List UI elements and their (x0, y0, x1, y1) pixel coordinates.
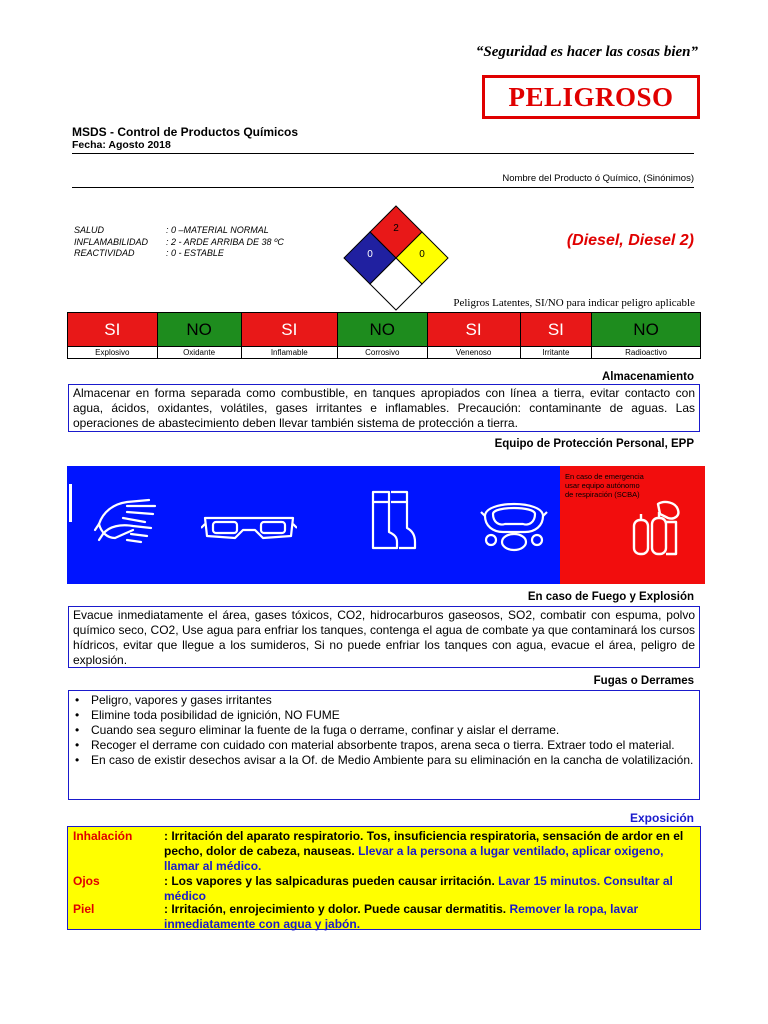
latent-value: SI (520, 313, 592, 347)
exposure-description (164, 874, 694, 904)
face-mask-icon (479, 492, 549, 554)
motto: “Seguridad es hacer las cosas bien” (475, 44, 698, 60)
exposure-text: : Los vapores y las salpicaduras pueden causar irritación. (164, 874, 495, 888)
spills-box (68, 690, 700, 800)
fire-title: En caso de Fuego y Explosión (527, 591, 694, 603)
scba-note: En caso de emergencia usar equipo autónomo de respiración (SCBA) (565, 472, 644, 499)
hazard-key: REACTIVIDAD (74, 248, 135, 258)
danger-badge (482, 75, 700, 119)
document-title: MSDS - Control de Productos Químicos (72, 125, 299, 139)
scba-icon (630, 498, 686, 560)
list-item: • Elimine toda posibilidad de ignición, NO FUME (73, 708, 695, 723)
divider (72, 153, 694, 154)
latent-value: NO (592, 313, 701, 347)
nfpa-reactivity-value: 0 (419, 249, 425, 260)
latent-value: SI (68, 313, 158, 347)
boots-icon (367, 488, 417, 554)
hazard-value: : 2 - ARDE ARRIBA DE 38 ºC (166, 237, 284, 247)
latent-hazards-table (67, 312, 701, 359)
exposure-description (164, 829, 694, 874)
latent-value: NO (337, 313, 427, 347)
hazard-key: INFLAMABILIDAD (74, 237, 149, 247)
danger-label: PELIGROSO (508, 81, 674, 112)
list-item: • Recoger el derrame con cuidado con material absorbente trapos, arena seca o tierra. Extraer todo el material. (73, 738, 695, 753)
exposure-label: Inhalación (73, 829, 133, 843)
list-item: • Cuando sea seguro eliminar la fuente de la fuga o derrame, confinar y aislar el derrame. (73, 723, 695, 738)
latent-hazards-label: Peligros Latentes, SI/NO para indicar peligro aplicable (453, 297, 695, 309)
hazard-health (74, 225, 269, 235)
hazard-reactivity (74, 248, 224, 258)
list-item: • Peligro, vapores y gases irritantes (73, 693, 695, 708)
latent-label: Irritante (520, 347, 592, 359)
latent-values-row (68, 313, 701, 347)
exposure-box (67, 826, 701, 930)
epp-panel (67, 466, 705, 584)
exposure-title: Exposición (629, 811, 694, 825)
fire-text: Evacue inmediatamente el área, gases tóxicos, CO2, hidrocarburos gaseosos, SO2, combatir con espuma, polvo químico seco, CO2, Use agua para enfriar los tanques, contenga el agua de combate ya que contaminará los cursos hídricos, evitar que llegue a los sumideros, Si no puede enfriar los tanques con agua, evacue el área, peligro de explosión. (68, 606, 700, 668)
product-name: (Diesel, Diesel 2) (566, 232, 694, 249)
latent-value: SI (241, 313, 337, 347)
nfpa-fire-value: 2 (393, 223, 399, 234)
exposure-action: Remover la ropa, lavar inmediatamente con agua y jabón. (164, 902, 639, 931)
exposure-text: : Irritación del aparato respiratorio. Tos, insuficiencia respiratoria, sensación de ardor en el pecho, dolor de cabeza, nauseas. (164, 829, 684, 858)
epp-icons-area (67, 466, 560, 584)
latent-label: Corrosivo (337, 347, 427, 359)
latent-label: Venenoso (427, 347, 520, 359)
divider (72, 187, 694, 188)
storage-text: Almacenar en forma separada como combustible, en tanques apropiados con línea a tierra, evitar contacto con agua, ácidos, oxidantes, volátiles, gases irritantes e inflamables. Precaución: contaminante de aguas. Las operaciones de abastecimiento deben llevar también sistema de protección a tierra. (68, 384, 700, 432)
scba-panel (560, 466, 705, 584)
storage-title: Almacenamiento (601, 371, 694, 383)
latent-label: Explosivo (68, 347, 158, 359)
document-date: Fecha: Agosto 2018 (72, 139, 171, 151)
exposure-action: Llevar a la persona a lugar ventilado, aplicar oxigeno, llamar al médico. (164, 844, 664, 873)
nfpa-health-value: 0 (367, 249, 373, 260)
edge-mark (69, 484, 72, 522)
latent-value: NO (157, 313, 241, 347)
latent-labels-row (68, 347, 701, 359)
list-item: • En caso de existir desechos avisar a la Of. de Medio Ambiente para su eliminación en la cancha de volatilización. (73, 753, 695, 768)
exposure-description (164, 902, 694, 932)
goggles-icon (201, 510, 297, 546)
product-name-label: Nombre del Producto ó Químico, (Sinónimos) (502, 173, 694, 184)
exposure-action: Lavar 15 minutos. Consultar al médico (164, 874, 673, 903)
hazard-key: SALUD (74, 225, 105, 235)
latent-label: Oxidante (157, 347, 241, 359)
latent-value: SI (427, 313, 520, 347)
gloves-icon (93, 494, 163, 546)
exposure-text: : Irritación, enrojecimiento y dolor. Puede causar dermatitis. (164, 902, 507, 916)
exposure-label: Piel (73, 902, 95, 916)
exposure-label: Ojos (73, 874, 100, 888)
nfpa-diamond (340, 200, 452, 312)
spills-list (73, 693, 695, 768)
hazard-flammability (74, 237, 284, 247)
hazard-value: : 0 - ESTABLE (166, 248, 224, 258)
latent-label: Radioactivo (592, 347, 701, 359)
spills-title: Fugas o Derrames (593, 675, 694, 687)
hazard-value: : 0 –MATERIAL NORMAL (166, 225, 269, 235)
epp-title: Equipo de Protección Personal, EPP (494, 438, 694, 450)
latent-label: Inflamable (241, 347, 337, 359)
